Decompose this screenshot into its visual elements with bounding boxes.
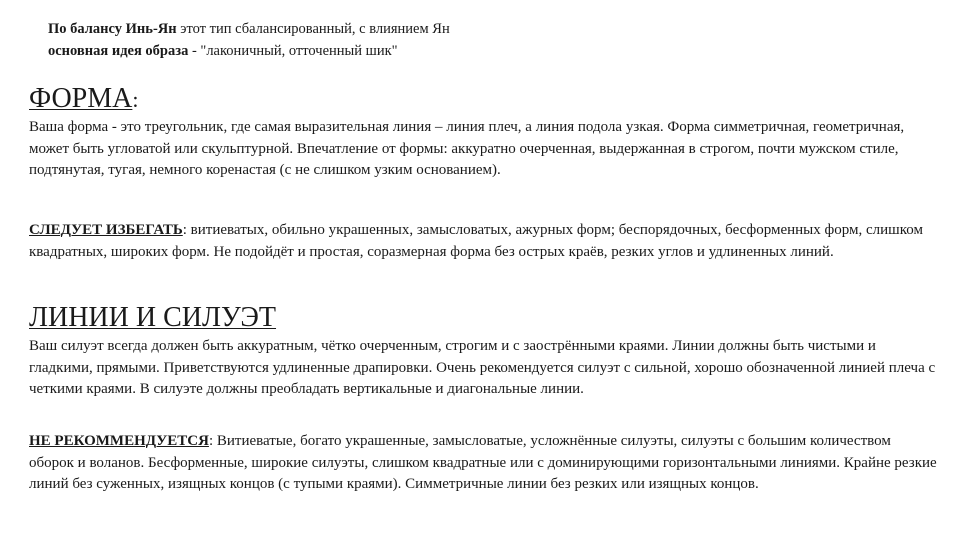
lines-silhouette-heading: ЛИНИИ И СИЛУЭТ [29, 302, 277, 333]
forma-heading-colon: : [132, 87, 139, 112]
yin-yang-balance-line [48, 18, 928, 40]
intro-block [48, 18, 928, 62]
avoid-text: : витиеватых, обильно украшенных, замысловатых, ажурных форм; беспорядочных, бесформенных форм, слишком квадратных, широких форм. Не подойдёт и простая, соразмерная форма без острых краёв, резких углов и удлиненных линий. [29, 222, 923, 260]
main-idea-text: - "лаконичный, отточенный шик" [188, 43, 398, 59]
forma-heading [29, 84, 139, 115]
forma-heading-text: ФОРМА [29, 83, 133, 114]
main-idea-line [48, 40, 928, 62]
yin-yang-label: По балансу Инь-Ян [48, 21, 177, 37]
not-recommended-text: : Витиеватые, богато украшенные, замысловатые, усложнённые силуэты, силуэты с большим количеством оборок и воланов. Бесформенные, широкие силуэты, слишком квадратные или с доминирующими горизонтальными линиями. Крайне резкие линий без суженных, изящных концов (с тупыми краями). Симметричные линии без резких или изящных концов. [29, 433, 937, 492]
forma-avoid-paragraph [29, 220, 939, 263]
avoid-label: СЛЕДУЕТ ИЗБЕГАТЬ [29, 222, 183, 238]
lines-description: Ваш силуэт всегда должен быть аккуратным, чётко очерченным, строгим и с заострёнными краями. Линии должны быть чистыми и гладкими, прямыми. Приветствуются удлиненные драпировки. Очень рекомендуется силуэт с сильной, хорошо обозначенной линией плеча с четкими краями. В силуэте должны преобладать вертикальные и диагональные линии. [29, 338, 936, 397]
not-recommended-paragraph [29, 431, 939, 496]
main-idea-label: основная идея образа [48, 43, 189, 59]
forma-description: Ваша форма - это треугольник, где самая выразительная линия – линия плеч, а линия подола узкая. Форма симметричная, геометричная, может быть угловатой или скульптурной. Впечатление от формы: аккуратно очерченная, выдержанная в строгом, почти мужском стиле, подтянутая, тугая, немного коренастая (с не слишком узким основанием). [29, 119, 905, 178]
not-recommended-label: НЕ РЕКОММЕНДУЕТСЯ [29, 433, 209, 449]
yin-yang-text: этот тип сбалансированный, с влиянием Ян [176, 21, 450, 37]
